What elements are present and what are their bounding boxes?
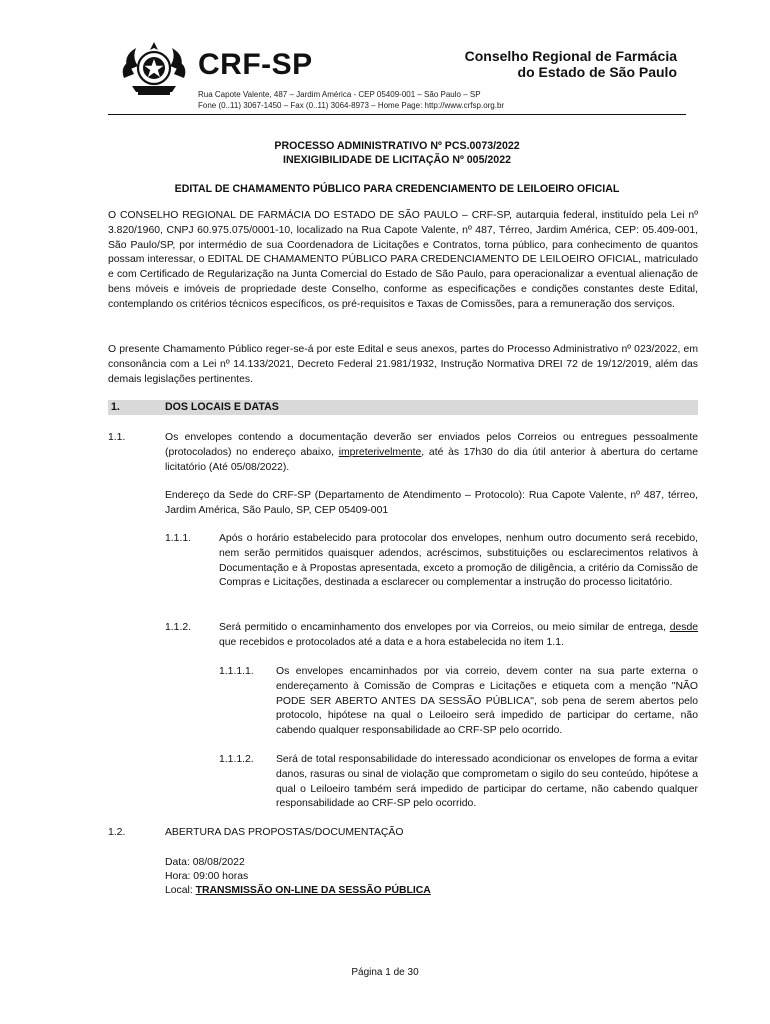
header-divider — [108, 114, 686, 115]
item-1-1-text — [165, 431, 698, 475]
item-1-1-1-1-number: 1.1.1.1. — [219, 666, 254, 677]
coat-of-arms-icon — [118, 40, 190, 98]
item-1-1-1-number: 1.1.1. — [165, 533, 191, 544]
item-1-2-number: 1.2. — [108, 827, 126, 838]
process-number: PROCESSO ADMINISTRATIVO Nº PCS.0073/2022 — [274, 140, 520, 152]
page-number: Página 1 de 30 — [351, 967, 419, 978]
item-1-1-1-1-text: Os envelopes encaminhados por via correio, devem conter na sua parte externa o endereçamento à Comissão de Compras e Licitações e etiqueta com a menção "NÃO PODE SER ABERTO ANTES DA SESSÃO PÚBLICA", sob pena de serem abertos pelo protocolo, hipótese na qual o Leiloeiro será impedido de participar do certame, não cabendo qualquer responsabilidade ao CRF-SP pelo ocorrido. — [276, 666, 698, 737]
edital-title: EDITAL DE CHAMAMENTO PÚBLICO PARA CREDENCIAMENTO DE LEILOEIRO OFICIAL — [174, 183, 620, 195]
item-1-2-title: ABERTURA DAS PROPOSTAS/DOCUMENTAÇÃO — [165, 827, 404, 838]
item-1-1-text-part2: , até às 17h30 do dia útil anterior à abertura do certame licitatório (Até 05/08/2022). — [165, 446, 698, 473]
org-short-name: CRF-SP — [198, 48, 313, 81]
item-1-1-2-text-part2: que recebidos e protocolados até a data e a hora estabelecida no item 1.1. — [219, 636, 564, 648]
item-1-1-text-part1: Os envelopes contendo a documentação deverão ser enviados pelos Correios ou entregues pessoalmente (protocolados) no endereço abaixo, — [165, 432, 698, 458]
item-1-1-2-number: 1.1.2. — [165, 622, 191, 633]
item-1-1-1-2-text: Será de total responsabilidade do interessado acondicionar os envelopes de forma a evitar danos, rasuras ou sinal de violação que comprometam o sigilo do seu conteúdo, hipótese a qual o Leiloeiro também será impedido de participar do certame, não cabendo qualquer responsabilidade ao CRF-SP pelo ocorrido. — [276, 754, 698, 810]
session-location-label: Local: — [165, 885, 196, 896]
session-time: Hora: 09:00 horas — [165, 871, 249, 882]
second-paragraph: O presente Chamamento Público reger-se-á por este Edital e seus anexos, partes do Processo Administrativo nº 023/2022, em consonância com a Lei nº 14.133/2021, Decreto Federal 21.981/1932, Instrução Normativa DREI 72 de 19/12/2019, além das demais legislações pertinentes. — [108, 344, 698, 385]
item-1-1-underlined: impreterivelmente — [338, 446, 422, 458]
process-heading — [108, 139, 686, 167]
intro-paragraph: O CONSELHO REGIONAL DE FARMÁCIA DO ESTADO DE SÃO PAULO – CRF-SP, autarquia federal, instituído pela Lei nº 3.820/1960, CNPJ 60.975.075/0001-10, localizado na Rua Capote Valente, nº 487, Térreo, Jardim América, CEP: 05.409-001, São Paulo/SP, por intermédio de sua Coordenadora de Licitações e Contratos, torna público, para conhecimento de quantos possam interessar, o EDITAL DE CHAMAMENTO PÚBLICO PARA CREDENCIAMENTO DE LEILOEIRO OFICIAL, matriculado e com Certificado de Regularização na Junta Comercial do Estado de São Paulo, para operacionalizar a eventual alienação de bens móveis e imóveis de propriedade deste Conselho, conforme as especificações e condições constantes deste Edital, contemplando os critérios técnicos específicos, os pré-requisitos e Taxas de Comissões, para a remuneração dos serviços. — [108, 210, 698, 310]
section-1-heading — [108, 400, 698, 415]
session-location — [165, 884, 431, 898]
item-1-1-1-text: Após o horário estabelecido para protocolar dos envelopes, nenhum outro documento será recebido, nem serão permitidos quaisquer adendos, acréscimos, substituições ou esclarecimentos relativos à Documentação e à Propostas apresentada, exceto a promoção de diligência, a critério da Comissão de Compras e Licitações, destinada a esclarecer ou complementar a instrução do processo licitatório. — [219, 533, 698, 589]
item-1-1-address: Endereço da Sede do CRF-SP (Departamento de Atendimento – Protocolo): Rua Capote Valente, nº 487, térreo, Jardim América, São Paulo, SP, CEP 05409-001 — [165, 490, 698, 516]
section-1-title: DOS LOCAIS E DATAS — [165, 401, 279, 413]
address-line-1: Rua Capote Valente, 487 – Jardim América - CEP 05409-001 – São Paulo – SP — [198, 90, 481, 99]
session-date: Data: 08/08/2022 — [165, 857, 245, 868]
org-address — [198, 89, 504, 111]
org-full-name — [417, 48, 677, 80]
item-1-1-2-text-part1: Será permitido o encaminhamento dos envelopes por via Correios, ou meio similar de entrega, — [219, 622, 670, 633]
item-1-1-number: 1.1. — [108, 432, 126, 443]
address-line-2: Fone (0..11) 3067-1450 – Fax (0..11) 3064-8973 – Home Page: http://www.crfsp.org.br — [198, 101, 505, 110]
org-full-name-line1: Conselho Regional de Farmácia — [464, 48, 677, 64]
item-1-1-2-text — [219, 621, 698, 651]
session-location-value: TRANSMISSÃO ON-LINE DA SESSÃO PÚBLICA — [195, 885, 431, 896]
item-1-1-1-2-number: 1.1.1.2. — [219, 754, 254, 765]
item-1-1-2-underlined: desde — [669, 622, 698, 633]
org-full-name-line2: do Estado de São Paulo — [517, 64, 677, 80]
section-1-number: 1. — [111, 401, 120, 413]
inexigibility-number: INEXIGIBILIDADE DE LICITAÇÃO Nº 005/2022 — [283, 154, 511, 166]
